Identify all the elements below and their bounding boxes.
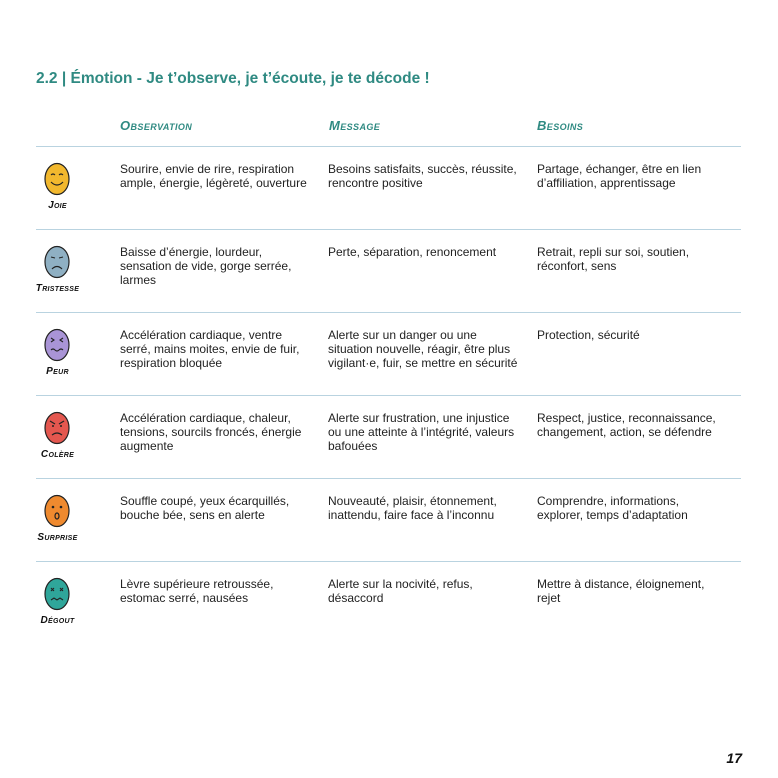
besoins-cell: Mettre à distance, éloignement, rejet [537, 577, 705, 605]
message-cell: Perte, séparation, renoncement [328, 245, 497, 259]
joy-face-icon [43, 162, 71, 196]
table-row [0, 397, 778, 477]
disgust-face-icon [43, 577, 71, 611]
table-row [0, 480, 778, 560]
header-observation: Observation [120, 118, 193, 133]
message-cell: Alerte sur la nocivité, refus, désaccord [328, 577, 473, 605]
observation-cell: Accélération cardiaque, ventre serré, mains moites, envie de fuir, respiration bloquée [120, 328, 300, 370]
table-row [0, 314, 778, 394]
divider [36, 146, 741, 147]
table-row [0, 563, 778, 643]
header-message: Message [329, 118, 381, 133]
emotion-label: Colère [40, 449, 75, 460]
besoins-cell: Protection, sécurité [537, 328, 640, 342]
divider [36, 395, 741, 396]
observation-cell: Souffle coupé, yeux écarquillés, bouche bée, sens en alerte [120, 494, 290, 522]
observation-cell: Lèvre supérieure retroussée, estomac serré, nausées [120, 577, 274, 605]
observation-cell: Accélération cardiaque, chaleur, tensions, sourcils froncés, énergie augmente [120, 411, 302, 453]
header-besoins: Besoins [537, 118, 584, 133]
divider [36, 561, 741, 562]
anger-face-icon [43, 411, 71, 445]
besoins-cell: Respect, justice, reconnaissance, changement, action, se défendre [537, 411, 716, 439]
emotion-label: Tristesse [35, 283, 80, 294]
table-row [0, 231, 778, 311]
divider [36, 312, 741, 313]
message-cell: Besoins satisfaits, succès, réussite, rencontre positive [328, 162, 517, 190]
message-cell: Alerte sur un danger ou une situation nouvelle, réagir, être plus vigilant·e, fuir, se mettre en sécurité [328, 328, 518, 370]
observation-cell: Sourire, envie de rire, respiration ample, énergie, légèreté, ouverture [120, 162, 307, 190]
page-number: 17 [726, 750, 742, 766]
emotion-label: Dégout [40, 615, 75, 626]
message-cell: Alerte sur frustration, une injustice ou une atteinte à l’intégrité, valeurs bafouées [328, 411, 515, 453]
emotion-label: Joie [48, 200, 67, 211]
table-row [0, 148, 778, 228]
message-cell: Nouveauté, plaisir, étonnement, inattendu, faire face à l’inconnu [328, 494, 497, 522]
emotion-label: Peur [46, 366, 69, 377]
divider [36, 229, 741, 230]
emotion-label: Surprise [37, 532, 78, 543]
besoins-cell: Comprendre, informations, explorer, temps d’adaptation [537, 494, 688, 522]
surprise-face-icon [43, 494, 71, 528]
sad-face-icon [43, 245, 71, 279]
divider [36, 478, 741, 479]
besoins-cell: Retrait, repli sur soi, soutien, réconfort, sens [537, 245, 690, 273]
besoins-cell: Partage, échanger, être en lien d’affiliation, apprentissage [537, 162, 702, 190]
page-title: 2.2 | Émotion - Je t’observe, je t’écoute, je te décode ! [36, 70, 430, 87]
fear-face-icon [43, 328, 71, 362]
observation-cell: Baisse d’énergie, lourdeur, sensation de vide, gorge serrée, larmes [120, 245, 292, 287]
